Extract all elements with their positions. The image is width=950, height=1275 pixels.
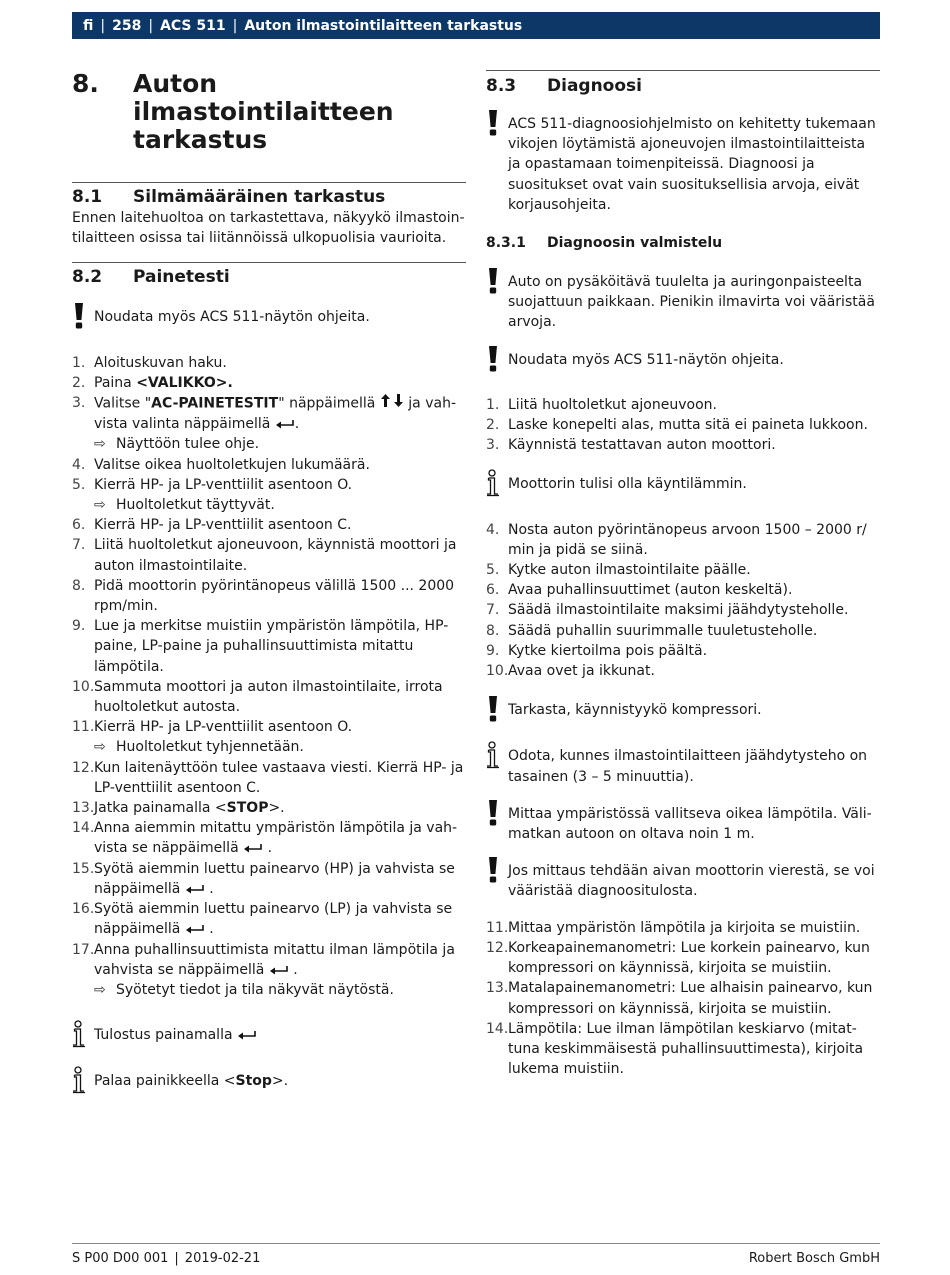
list-item: 14. Anna aiemmin mitattu ympäristön lämpötila ja vahvista se näppäimellä .	[72, 820, 458, 857]
warning-text: Jos mittaus tehdään aivan moottorin vierestä, se voi vääristää diagnoositulosta.	[508, 863, 875, 900]
warning-icon	[486, 109, 508, 215]
info-note	[72, 1066, 466, 1100]
list-item: 17. Anna puhallinsuuttimista mitattu ilman lämpötila ja vahvista se näppäimellä . ⇨ Syötetyt tiedot ja tila näkyvät näytöstä.	[72, 940, 466, 1001]
doc-date: 2019-02-21	[184, 1251, 261, 1266]
enter-key-icon	[185, 884, 205, 894]
section-divider	[72, 262, 466, 263]
section-divider	[486, 70, 880, 71]
warning-text: ACS 511-diagnoosiohjelmisto on kehitetty tukemaan vikojen löytämistä ajoneuvojen ilmastointilaitteista ja opastamaan toimenpiteissä. Diagnoosi ja suositukset ovat vain suosituksellisia arvoja, eivät korjausohjeita.	[508, 116, 876, 213]
list-item: 8. Säädä puhallin suurimmalle tuuletusteholle.	[486, 622, 818, 639]
list-item: 5. Kytke auton ilmastointilaite päälle.	[486, 562, 751, 579]
right-column	[486, 62, 880, 1079]
warning-icon	[72, 302, 94, 336]
warning-note	[486, 695, 880, 729]
pressure-test-steps	[72, 353, 466, 1001]
header-lang: fi	[83, 17, 94, 34]
warning-note	[486, 856, 880, 901]
left-column	[72, 62, 466, 1101]
list-item: 1. Liitä huoltoletkut ajoneuvoon.	[486, 396, 717, 413]
list-item: 7. Liitä huoltoletkut ajoneuvoon, käynnistä moottori ja auton ilmastointilaite.	[72, 537, 457, 574]
list-item: 15. Syötä aiemmin luettu painearvo (HP) ja vahvista se näppäimellä .	[72, 860, 455, 897]
section-title: Painetesti	[133, 267, 230, 288]
enter-key-icon	[237, 1030, 257, 1040]
warning-note	[486, 109, 880, 215]
list-item: 3. Valitse "AC-PAINETESTIT" näppäimellä ja vahvista valinta näppäimellä . ⇨ Näyttöön tulee ohje.	[72, 393, 466, 455]
enter-key-icon	[185, 924, 205, 934]
info-text: Moottorin tulisi olla käyntilämmin.	[508, 476, 747, 493]
list-item: 3. Käynnistä testattavan auton moottori.	[486, 437, 776, 454]
warning-note	[486, 267, 880, 333]
list-item: 10. Sammuta moottori ja auton ilmastointilaite, irrota huoltoletkut autosta.	[72, 678, 443, 716]
section-heading-8-3	[486, 75, 880, 97]
section-title: Silmämääräinen tarkastus	[133, 187, 386, 207]
subsection-number: 8.3.1	[486, 235, 526, 252]
warning-icon	[486, 856, 508, 901]
diagnosis-steps-c	[486, 918, 880, 1080]
header-product: ACS 511	[160, 17, 226, 34]
warning-text: Noudata myös ACS 511-näytön ohjeita.	[94, 309, 370, 326]
section-number: 8.3	[486, 76, 517, 96]
section-divider	[72, 182, 466, 183]
warning-icon	[486, 799, 508, 844]
list-item: 2. Paina <VALIKKO>.	[72, 374, 233, 391]
result-arrow-icon: ⇨	[94, 739, 106, 756]
diagnosis-steps-a	[486, 395, 880, 456]
list-item: 10. Avaa ovet ja ikkunat.	[486, 663, 655, 680]
info-icon	[72, 1066, 94, 1100]
diagnosis-steps-b	[486, 520, 880, 682]
list-item: 8. Pidä moottorin pyörintänopeus välillä 1500 ... 2000 rpm/min.	[72, 577, 455, 615]
info-icon	[486, 741, 508, 786]
doc-number: S P00 D00 001	[72, 1251, 169, 1266]
step-result: ⇨ Näyttöön tulee ohje.	[94, 434, 466, 454]
list-item: 12. Korkeapainemanometri: Lue korkein painearvo, kun kompressori on käynnissä, kirjoita se muistiin.	[486, 939, 870, 977]
list-item: 1. Aloituskuvan haku.	[72, 354, 227, 371]
subsection-title: Diagnoosin valmistelu	[547, 235, 723, 252]
section-number: 8.1	[72, 187, 103, 207]
info-note	[486, 741, 880, 786]
section-8-1-text: Ennen laitehuoltoa on tarkastettava, näkyykö ilmastointilaitteen osissa tai liitännöissä ulkopuolisia vaurioita.	[72, 210, 465, 247]
info-icon	[486, 469, 508, 503]
footer-company: Robert Bosch GmbH	[748, 1251, 880, 1266]
chapter-title: Auton ilmastointilaitteen tarkastus	[133, 69, 394, 154]
footer-left: S P00 D00 001 | 2019-02-21	[72, 1251, 261, 1266]
warning-icon	[486, 695, 508, 729]
result-arrow-icon: ⇨	[94, 981, 106, 998]
list-item: 14. Lämpötila: Lue ilman lämpötilan keskiarvo (mitattuna keskimmäisestä puhallinsuuttimesta), kirjoita lukema muistiin.	[486, 1020, 864, 1078]
warning-note	[486, 799, 880, 844]
list-item: 13. Matalapainemanometri: Lue alhaisin painearvo, kun kompressori on käynnissä, kirjoita se muistiin.	[486, 980, 873, 1017]
info-text: Odota, kunnes ilmastointilaitteen jäähdytysteho on tasainen (3 – 5 minuuttia).	[508, 748, 868, 785]
enter-key-icon	[269, 965, 289, 975]
chapter-number: 8.	[72, 69, 99, 98]
step-result: ⇨ Huoltoletkut täyttyvät.	[94, 495, 466, 515]
chapter-heading	[72, 70, 466, 154]
list-item: 4. Valitse oikea huoltoletkujen lukumäärä.	[72, 456, 370, 473]
info-note	[486, 469, 880, 503]
footer-divider	[72, 1243, 880, 1244]
header-title: Auton ilmastointilaitteen tarkastus	[244, 17, 523, 34]
section-number: 8.2	[72, 267, 103, 288]
info-text: Palaa painikkeella <Stop>.	[94, 1073, 289, 1090]
result-arrow-icon: ⇨	[94, 497, 106, 514]
list-item: 5. Kierrä HP- ja LP-venttiilit asentoon O. ⇨ Huoltoletkut täyttyvät.	[72, 475, 466, 515]
info-note	[72, 1020, 466, 1054]
list-item: 16. Syötä aiemmin luettu painearvo (LP) ja vahvista se näppäimellä .	[72, 901, 453, 938]
warning-icon	[486, 345, 508, 379]
subsection-heading-8-3-1	[486, 233, 880, 253]
section-heading-8-1	[72, 186, 466, 208]
page-header: fi | 258 | ACS 511 | Auton ilmastointilaitteen tarkastus	[72, 12, 880, 39]
info-text: Tulostus painamalla	[94, 1027, 233, 1044]
section-title: Diagnoosi	[547, 76, 642, 96]
result-arrow-icon: ⇨	[94, 436, 106, 453]
list-item: 9. Lue ja merkitse muistiin ympäristön lämpötila, HP-paine, LP-paine ja puhallinsuuttimista mitattu lämpötila.	[72, 618, 449, 675]
arrow-down-icon	[393, 393, 404, 414]
arrow-up-icon	[380, 393, 391, 414]
section-heading-8-2	[72, 266, 466, 288]
list-item: 9. Kytke kiertoilma pois päältä.	[486, 642, 708, 659]
list-item: 11. Kierrä HP- ja LP-venttiilit asentoon O. ⇨ Huoltoletkut tyhjennetään.	[72, 717, 466, 757]
warning-text: Auto on pysäköitävä tuulelta ja auringonpaisteelta suojattuun paikkaan. Pienikin ilmavirta voi vääristää arvoja.	[508, 274, 875, 331]
list-item: 6. Kierrä HP- ja LP-venttiilit asentoon C.	[72, 517, 352, 534]
list-item: 11. Mittaa ympäristön lämpötila ja kirjoita se muistiin.	[486, 919, 861, 936]
header-page-number: 258	[112, 17, 142, 34]
list-item: 7. Säädä ilmastointilaite maksimi jäähdytysteholle.	[486, 602, 849, 619]
enter-key-icon	[243, 843, 263, 853]
warning-note	[486, 345, 880, 379]
step-result: ⇨ Syötetyt tiedot ja tila näkyvät näytöstä.	[94, 980, 466, 1000]
warning-text: Mittaa ympäristössä vallitseva oikea lämpötila. Välimatkan autoon on oltava noin 1 m.	[508, 805, 872, 843]
warning-note	[72, 302, 466, 336]
list-item: 2. Laske konepelti alas, mutta sitä ei paineta lukkoon.	[486, 417, 868, 434]
list-item: 13. Jatka painamalla <STOP>.	[72, 800, 285, 817]
warning-icon	[486, 267, 508, 333]
list-item: 12. Kun laitenäyttöön tulee vastaava viesti. Kierrä HP- ja LP-venttiilit asentoon C.	[72, 759, 464, 796]
enter-key-icon	[275, 419, 295, 429]
info-icon	[72, 1020, 94, 1054]
warning-text: Noudata myös ACS 511-näytön ohjeita.	[508, 351, 784, 368]
list-item: 4. Nosta auton pyörintänopeus arvoon 1500 – 2000 r/ min ja pidä se siinä.	[486, 521, 867, 558]
warning-text: Tarkasta, käynnistyykö kompressori.	[508, 702, 762, 719]
list-item: 6. Avaa puhallinsuuttimet (auton keskeltä).	[486, 582, 793, 599]
step-result: ⇨ Huoltoletkut tyhjennetään.	[94, 737, 466, 757]
